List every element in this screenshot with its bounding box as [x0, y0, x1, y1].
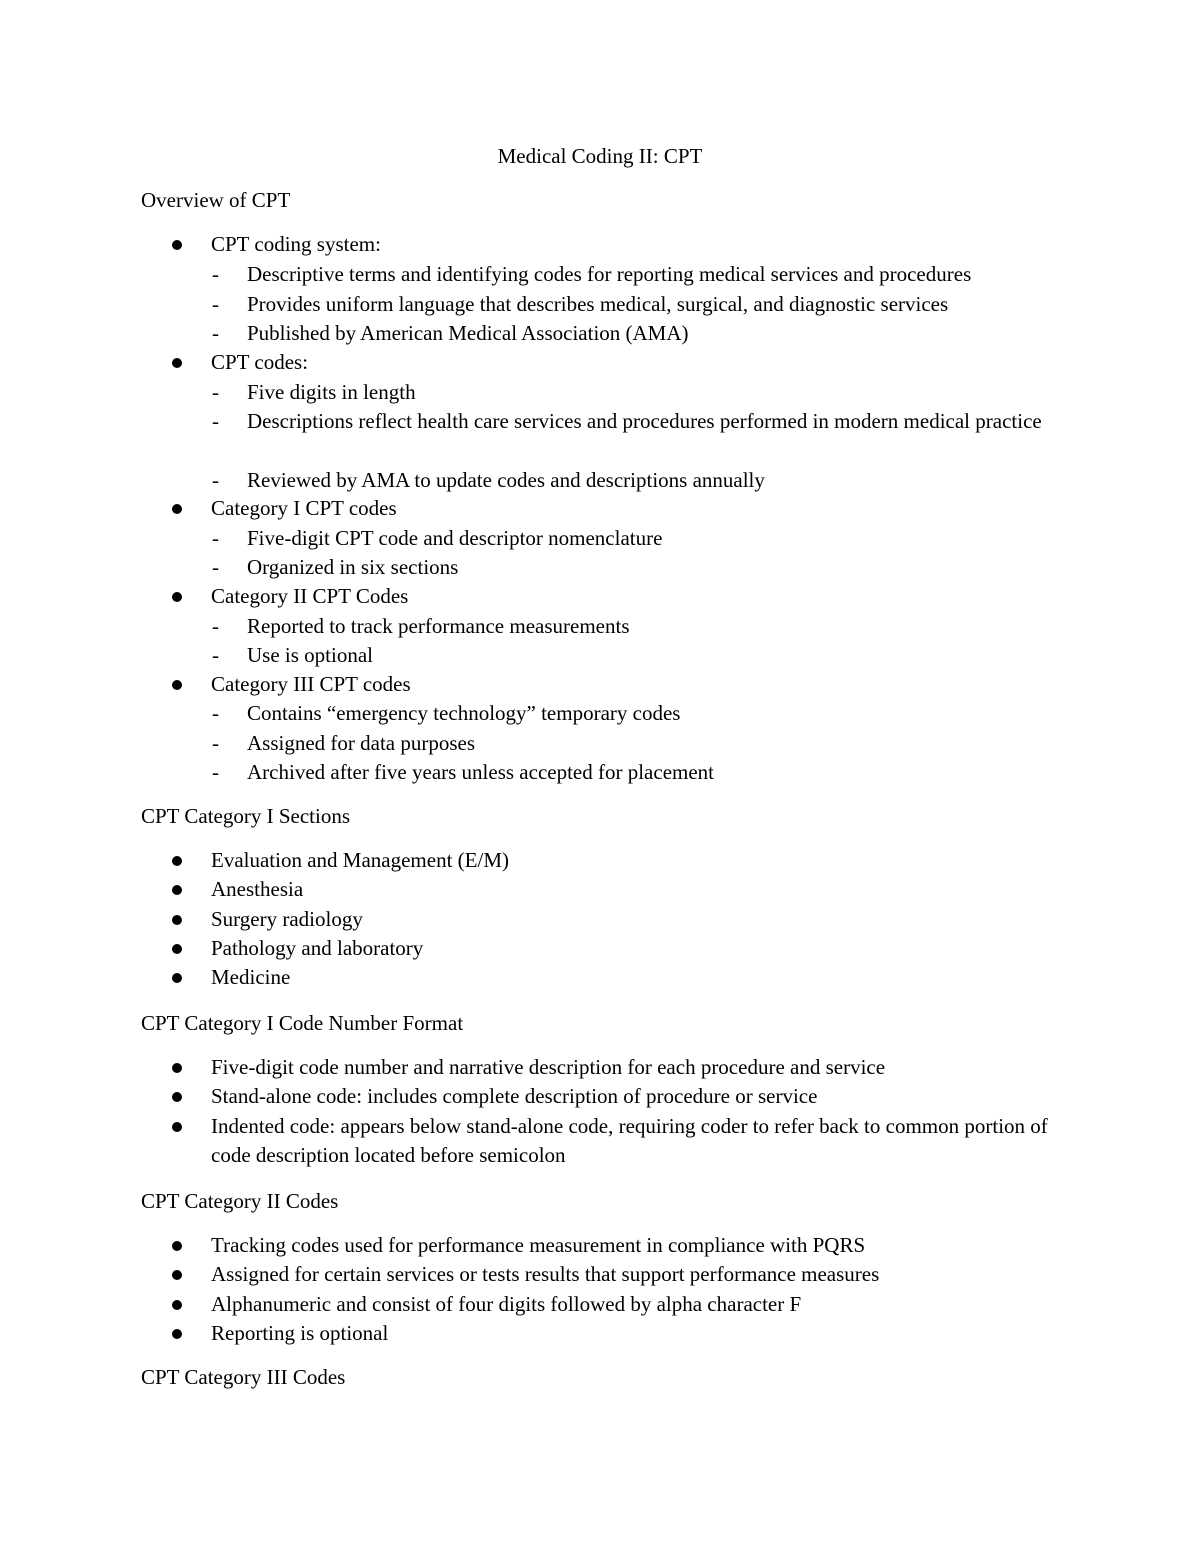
list-item: Tracking codes used for performance measurement in compliance with PQRS [211, 1233, 866, 1257]
list-item: Five-digit code number and narrative description for each procedure and service [211, 1055, 886, 1079]
bullet-icon [172, 592, 182, 602]
heading-format: CPT Category I Code Number Format [141, 1011, 464, 1035]
document-title: Medical Coding II: CPT [497, 144, 703, 168]
sub-list-item: Reviewed by AMA to update codes and descriptions annually [247, 468, 765, 492]
list-item: Medicine [211, 965, 291, 989]
list-item: Evaluation and Management (E/M) [211, 848, 509, 872]
sub-list-item: Five-digit CPT code and descriptor nomenclature [247, 526, 663, 550]
list-item: Reporting is optional [211, 1321, 389, 1345]
list-item: Alphanumeric and consist of four digits followed by alpha character F [211, 1292, 802, 1316]
heading-overview: Overview of CPT [141, 188, 291, 212]
sub-list-item: Published by American Medical Association (AMA) [247, 321, 689, 345]
sub-list-item: Archived after five years unless accepted for placement [247, 760, 715, 784]
bullet-icon [172, 1063, 182, 1073]
bullet-icon [172, 915, 182, 925]
sub-list-item: Contains “emergency technology” temporary codes [247, 701, 681, 725]
list-item: Category II CPT Codes [211, 584, 409, 608]
dash-icon: - [212, 380, 219, 404]
bullet-icon [172, 1329, 182, 1339]
list-item: Surgery radiology [211, 907, 363, 931]
list-item: Anesthesia [211, 877, 304, 901]
list-item: Category I CPT codes [211, 496, 397, 520]
sub-list-item: Assigned for data purposes [247, 731, 476, 755]
dash-icon: - [212, 468, 219, 492]
dash-icon: - [212, 643, 219, 667]
list-item: Indented code: appears below stand-alone code, requiring coder to refer back to common portion of code description located before semicolon [211, 1114, 1048, 1168]
heading-sections: CPT Category I Sections [141, 804, 351, 828]
heading-category-ii: CPT Category II Codes [141, 1189, 339, 1213]
dash-icon: - [212, 262, 219, 286]
bullet-icon [172, 856, 182, 866]
dash-icon: - [212, 555, 219, 579]
dash-icon: - [212, 321, 219, 345]
dash-icon: - [212, 760, 219, 784]
dash-icon: - [212, 731, 219, 755]
list-item: Category III CPT codes [211, 672, 411, 696]
dash-icon: - [212, 526, 219, 550]
list-item: Assigned for certain services or tests results that support performance measures [211, 1262, 880, 1286]
bullet-icon [172, 680, 182, 690]
list-item: CPT coding system: [211, 232, 381, 256]
sub-list-item: Five digits in length [247, 380, 416, 404]
bullet-icon [172, 358, 182, 368]
sub-list-item: Descriptive terms and identifying codes for reporting medical services and procedures [247, 262, 972, 286]
bullet-icon [172, 1300, 182, 1310]
bullet-icon [172, 973, 182, 983]
bullet-icon [172, 504, 182, 514]
bullet-icon [172, 1122, 182, 1132]
list-item: Pathology and laboratory [211, 936, 424, 960]
sub-list-item: Descriptions reflect health care services and procedures performed in modern medical practice [247, 409, 1042, 433]
bullet-icon [172, 1270, 182, 1280]
bullet-icon [172, 1092, 182, 1102]
sub-list-item: Use is optional [247, 643, 373, 667]
sub-list-item: Provides uniform language that describes medical, surgical, and diagnostic services [247, 292, 949, 316]
list-item: Stand-alone code: includes complete description of procedure or service [211, 1084, 818, 1108]
dash-icon: - [212, 409, 219, 433]
bullet-icon [172, 885, 182, 895]
dash-icon: - [212, 292, 219, 316]
dash-icon: - [212, 614, 219, 638]
bullet-icon [172, 1241, 182, 1251]
sub-list-item: Organized in six sections [247, 555, 459, 579]
bullet-icon [172, 240, 182, 250]
dash-icon: - [212, 701, 219, 725]
heading-category-iii: CPT Category III Codes [141, 1365, 346, 1389]
sub-list-item: Reported to track performance measurements [247, 614, 630, 638]
list-item: CPT codes: [211, 350, 309, 374]
bullet-icon [172, 944, 182, 954]
